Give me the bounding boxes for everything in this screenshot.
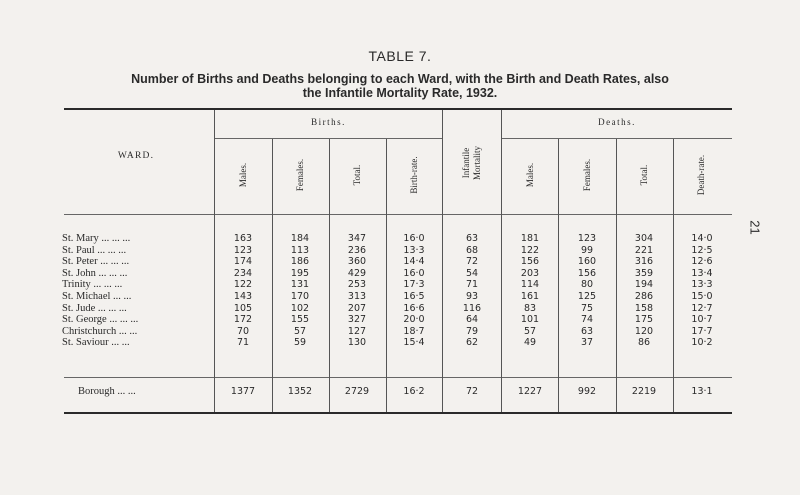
births-total: 130 (347, 337, 367, 349)
infantile-mortality: 63 (465, 233, 479, 244)
births-total: 236 (347, 244, 367, 256)
births-females: 59 (293, 337, 307, 349)
deaths-females: 125 (577, 291, 597, 302)
death-rate: 15·0 (691, 291, 713, 302)
deaths-total: 175 (634, 314, 654, 326)
infantile-mortality: 93 (465, 291, 479, 302)
deaths-males: 1227 (517, 386, 543, 397)
deaths-total: 2219 (631, 386, 657, 397)
deaths-header: Deaths. (598, 117, 636, 127)
births-females: 1352 (287, 386, 313, 397)
deaths-total: 316 (634, 256, 654, 268)
birth-rate: 13·3 (403, 244, 425, 256)
birth-rate: 16·5 (403, 291, 425, 302)
ward-name: St. George ... ... ... (62, 314, 139, 326)
deaths-males: 83 (523, 302, 537, 314)
births-total: 253 (347, 279, 367, 291)
deaths-total: 194 (634, 279, 654, 291)
deaths-males: 114 (520, 279, 540, 291)
ward-name: St. Jude ... ... ... (62, 302, 127, 314)
births-females: 155 (290, 314, 310, 326)
births-females: 102 (290, 302, 310, 314)
infantile-mortality: 71 (465, 279, 479, 291)
deaths-females: 74 (580, 314, 594, 326)
ward-name: St. Michael ... ... (62, 291, 132, 302)
deaths-males: 156 (520, 256, 540, 268)
birth-rate: 16·6 (403, 302, 425, 314)
births-females: 57 (293, 325, 307, 337)
ward-name: Trinity ... ... ... (62, 279, 123, 291)
births-males: 122 (233, 279, 253, 291)
deaths-total: 359 (634, 267, 654, 279)
births-males: 1377 (230, 386, 256, 397)
table-bottom-rule (64, 412, 732, 414)
deaths-females: 80 (580, 279, 594, 291)
births-total: 207 (347, 302, 367, 314)
deaths-females: 156 (577, 267, 597, 279)
deaths-total: 120 (634, 325, 654, 337)
birth-rate: 16·0 (403, 267, 425, 279)
ward-name: St. Paul ... ... ... (62, 244, 127, 256)
deaths-males: 203 (520, 267, 540, 279)
deaths-females: 75 (580, 302, 594, 314)
subtitle-line-2: the Infantile Mortality Rate, 1932. (302, 86, 498, 100)
births-header: Births. (311, 117, 346, 127)
births-females-header: Females. (295, 158, 305, 192)
deaths-females: 37 (580, 337, 594, 349)
infantile-header-line-1: Infantile (461, 147, 471, 179)
births-males: 70 (236, 325, 250, 337)
births-total-header: Total. (352, 164, 362, 186)
deaths-total: 221 (634, 244, 654, 256)
birth-rate: 16·0 (403, 233, 425, 244)
births-females: 195 (290, 267, 310, 279)
table-row (0, 326, 800, 337)
deaths-males: 101 (520, 314, 540, 326)
birth-rate: 17·3 (403, 279, 425, 291)
table-row (0, 291, 800, 302)
death-rate: 12·7 (691, 302, 713, 314)
births-total: 2729 (344, 386, 370, 397)
ward-name: Christchurch ... ... (62, 325, 138, 337)
births-females: 113 (290, 244, 310, 256)
deaths-females-header: Females. (582, 158, 592, 192)
ward-name: St. Mary ... ... ... (62, 233, 131, 244)
infantile-mortality: 116 (462, 302, 482, 314)
infantile-mortality: 64 (465, 314, 479, 326)
births-males: 143 (233, 291, 253, 302)
births-males: 123 (233, 244, 253, 256)
deaths-females: 123 (577, 233, 597, 244)
death-rate: 10·7 (691, 314, 713, 326)
births-males-header: Males. (238, 162, 248, 188)
table-row (0, 279, 800, 290)
ward-header: WARD. (117, 151, 155, 161)
ward-name: St. Peter ... ... ... (62, 256, 130, 268)
death-rate: 12·6 (691, 256, 713, 268)
infantile-mortality: 68 (465, 244, 479, 256)
birth-rate: 14·4 (403, 256, 425, 268)
table-row (0, 268, 800, 279)
deaths-females: 63 (580, 325, 594, 337)
infantile-mortality: 62 (465, 337, 479, 349)
infantile-mortality-header (461, 123, 483, 203)
death-rate: 10·2 (691, 337, 713, 349)
births-females: 131 (290, 279, 310, 291)
birth-rate: 20·0 (403, 314, 425, 326)
deaths-total: 86 (637, 337, 651, 349)
death-rate-header: Death-rate. (696, 154, 706, 196)
ward-name: Borough ... ... (78, 386, 136, 397)
births-males: 163 (233, 233, 253, 244)
death-rate: 17·7 (691, 325, 713, 337)
page-number: 21 (747, 220, 763, 235)
deaths-males: 49 (523, 337, 537, 349)
infantile-mortality: 54 (465, 267, 479, 279)
table-row (0, 314, 800, 325)
births-males: 172 (233, 314, 253, 326)
table-row (0, 245, 800, 256)
births-total: 429 (347, 267, 367, 279)
birth-rate: 18·7 (403, 325, 425, 337)
births-total: 313 (347, 291, 367, 302)
births-males: 105 (233, 302, 253, 314)
births-males: 71 (236, 337, 250, 349)
table-top-rule (64, 108, 732, 110)
births-total: 360 (347, 256, 367, 268)
deaths-males: 122 (520, 244, 540, 256)
deaths-total-header: Total. (639, 164, 649, 186)
deaths-males-header: Males. (525, 162, 535, 188)
table-row-borough (0, 386, 800, 397)
deaths-males: 181 (520, 233, 540, 244)
birth-rate: 15·4 (403, 337, 425, 349)
births-females: 186 (290, 256, 310, 268)
births-females: 170 (290, 291, 310, 302)
table-subtitle (60, 72, 740, 100)
deaths-total: 304 (634, 233, 654, 244)
births-total: 127 (347, 325, 367, 337)
births-males: 234 (233, 267, 253, 279)
subtitle-line-1: Number of Births and Deaths belonging to each Ward, with the Birth and Death Rates, also (131, 72, 669, 86)
table-row (0, 256, 800, 267)
infantile-header-line-2: Mortality (472, 146, 482, 180)
header-bottom-rule (64, 214, 732, 215)
deaths-males: 161 (520, 291, 540, 302)
deaths-females: 992 (577, 386, 597, 397)
death-rate: 13·3 (691, 279, 713, 291)
deaths-males: 57 (523, 325, 537, 337)
infantile-mortality: 79 (465, 325, 479, 337)
births-total: 327 (347, 314, 367, 326)
deaths-group-rule (502, 138, 732, 139)
death-rate: 13·1 (691, 386, 713, 397)
table-row (0, 233, 800, 244)
birth-rate: 16·2 (403, 386, 425, 397)
borough-top-rule (64, 377, 732, 378)
births-total: 347 (347, 233, 367, 244)
ward-name: St. John ... ... ... (62, 267, 128, 279)
ward-name: St. Saviour ... ... (62, 337, 130, 349)
deaths-females: 160 (577, 256, 597, 268)
table-title: TABLE 7. (368, 48, 432, 64)
deaths-total: 158 (634, 302, 654, 314)
death-rate: 14·0 (691, 233, 713, 244)
table-row (0, 337, 800, 348)
births-females: 184 (290, 233, 310, 244)
death-rate: 13·4 (691, 267, 713, 279)
deaths-females: 99 (580, 244, 594, 256)
births-males: 174 (233, 256, 253, 268)
infantile-mortality: 72 (465, 386, 479, 397)
infantile-mortality: 72 (465, 256, 479, 268)
death-rate: 12·5 (691, 244, 713, 256)
birth-rate-header: Birth-rate. (409, 156, 419, 194)
deaths-total: 286 (634, 291, 654, 302)
table-row (0, 303, 800, 314)
